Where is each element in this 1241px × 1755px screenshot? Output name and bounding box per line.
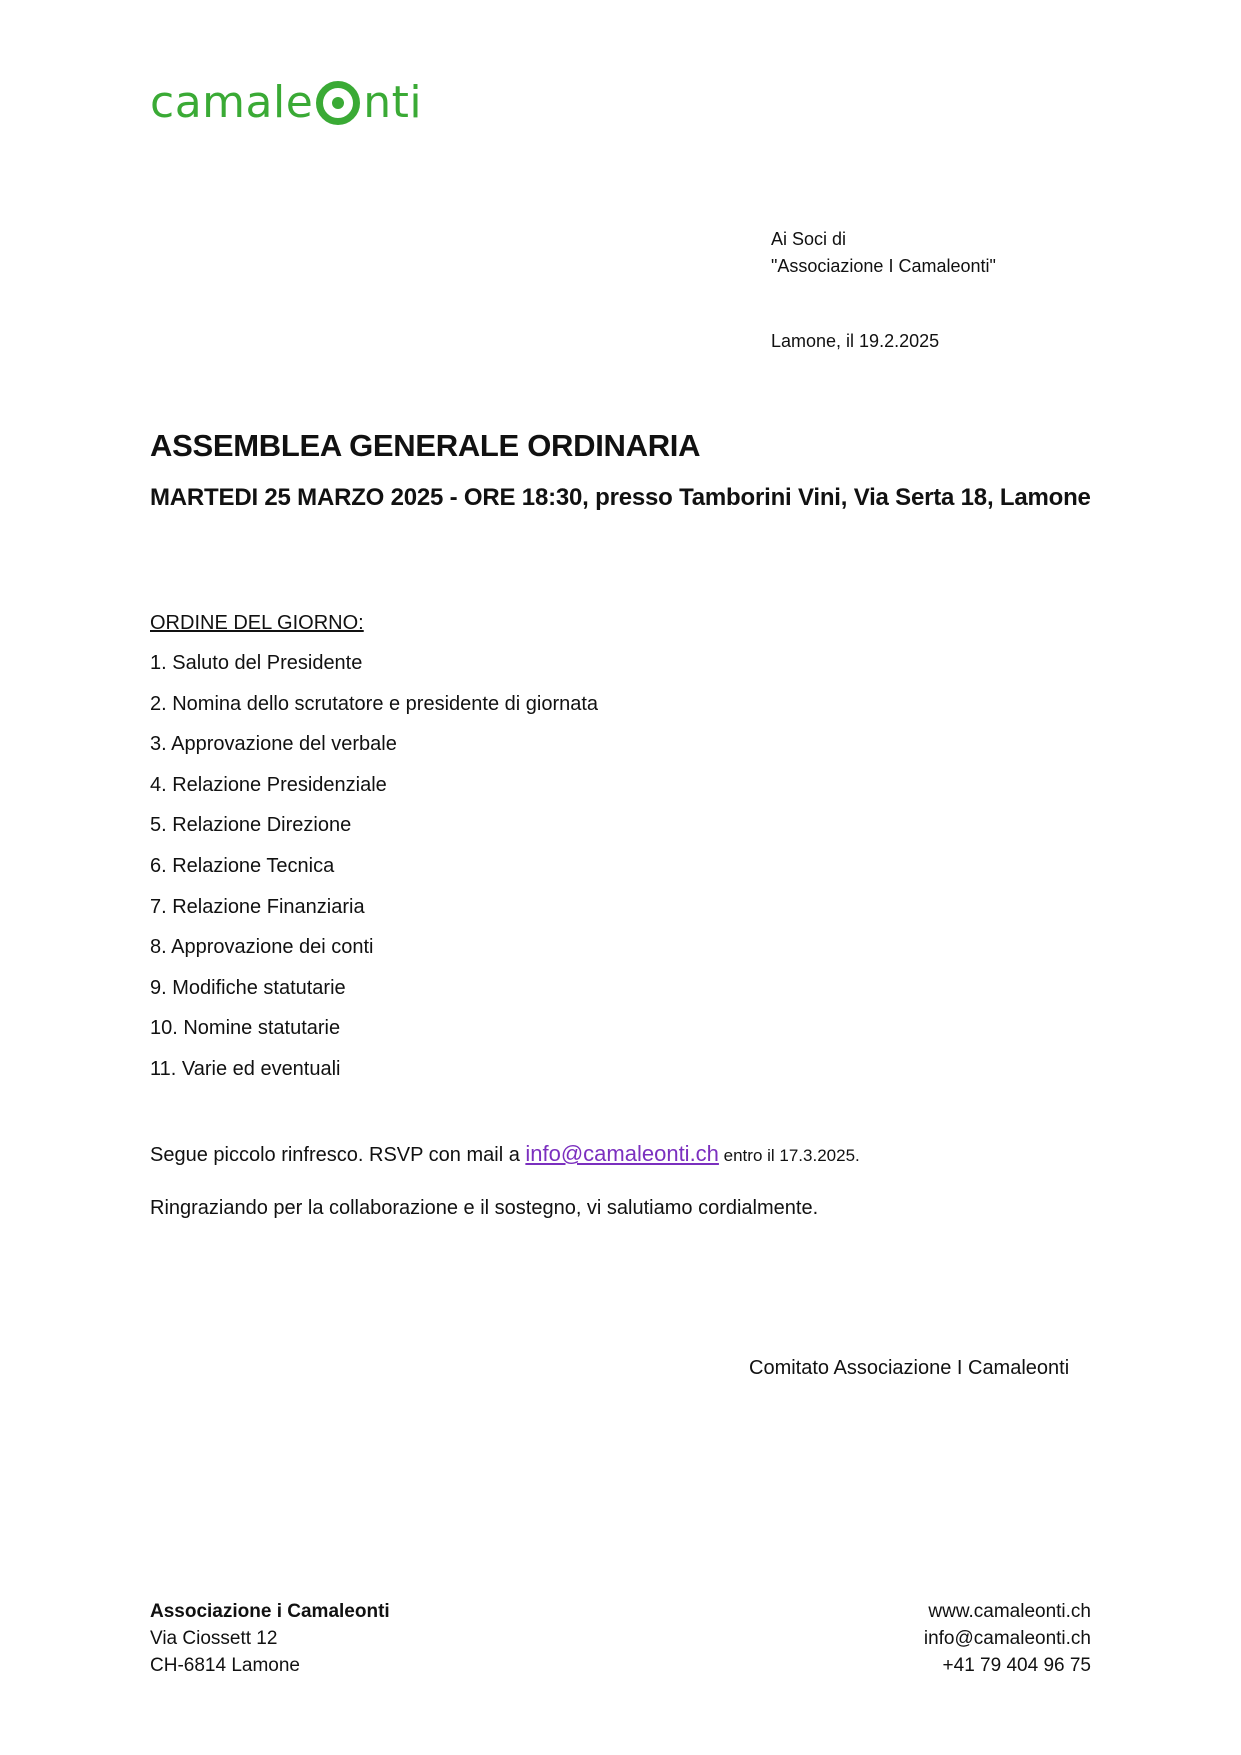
footer-city: CH-6814 Lamone (150, 1655, 300, 1676)
agenda-list (150, 643, 598, 1090)
agenda-heading: ORDINE DEL GIORNO: (150, 612, 364, 634)
agenda-item: 9. Modifiche statutarie (150, 976, 346, 999)
signature: Comitato Associazione I Camaleonti (749, 1357, 1070, 1379)
rsvp-deadline: entro il 17.3.2025. (718, 1146, 860, 1165)
rsvp-email-link[interactable]: info@camaleonti.ch (525, 1141, 719, 1166)
footer-email: info@camaleonti.ch (923, 1628, 1091, 1649)
recipient-block (771, 226, 996, 280)
footer-org-name: Associazione i Camaleonti (150, 1601, 390, 1622)
meeting-details: MARTEDI 25 MARZO 2025 - ORE 18:30, presso Tamborini Vini, Via Serta 18, Lamone (150, 484, 1091, 511)
agenda-section (150, 603, 598, 1090)
agenda-item: 10. Nomine statutarie (150, 1017, 341, 1040)
agenda-item: 4. Relazione Presidenziale (150, 773, 387, 796)
agenda-item: 1. Saluto del Presidente (150, 652, 363, 674)
agenda-item: 11. Varie ed eventuali (150, 1057, 341, 1080)
footer-website: www.camaleonti.ch (928, 1601, 1091, 1622)
footer-phone: +41 79 404 96 75 (942, 1655, 1091, 1676)
agenda-item: 3. Approvazione del verbale (150, 733, 397, 756)
recipient-line-1: Ai Soci di (771, 229, 847, 249)
date-line: Lamone, il 19.2.2025 (771, 331, 940, 351)
logo-text-end: nti (363, 77, 423, 128)
logo-eye-icon (314, 79, 362, 127)
camaleonti-logo (150, 68, 422, 138)
footer-contacts (924, 1598, 1091, 1679)
footer-address (150, 1598, 390, 1679)
agenda-item: 7. Relazione Finanziaria (150, 895, 365, 918)
rsvp-paragraph (150, 1141, 860, 1167)
agenda-item: 8. Approvazione dei conti (150, 936, 374, 959)
closing-paragraph: Ringraziando per la collaborazione e il sostegno, vi salutiamo cordialmente. (150, 1197, 819, 1219)
document-title: ASSEMBLEA GENERALE ORDINARIA (150, 428, 701, 463)
footer-street: Via Ciossett 12 (150, 1628, 278, 1649)
recipient-line-2: "Associazione I Camaleonti" (771, 256, 996, 276)
rsvp-text: Segue piccolo rinfresco. RSVP con mail a (150, 1144, 526, 1166)
agenda-item: 5. Relazione Direzione (150, 814, 352, 837)
logo-text-start: camale (150, 77, 314, 128)
agenda-item: 2. Nomina dello scrutatore e presidente di giornata (150, 692, 599, 715)
agenda-item: 6. Relazione Tecnica (150, 854, 335, 877)
